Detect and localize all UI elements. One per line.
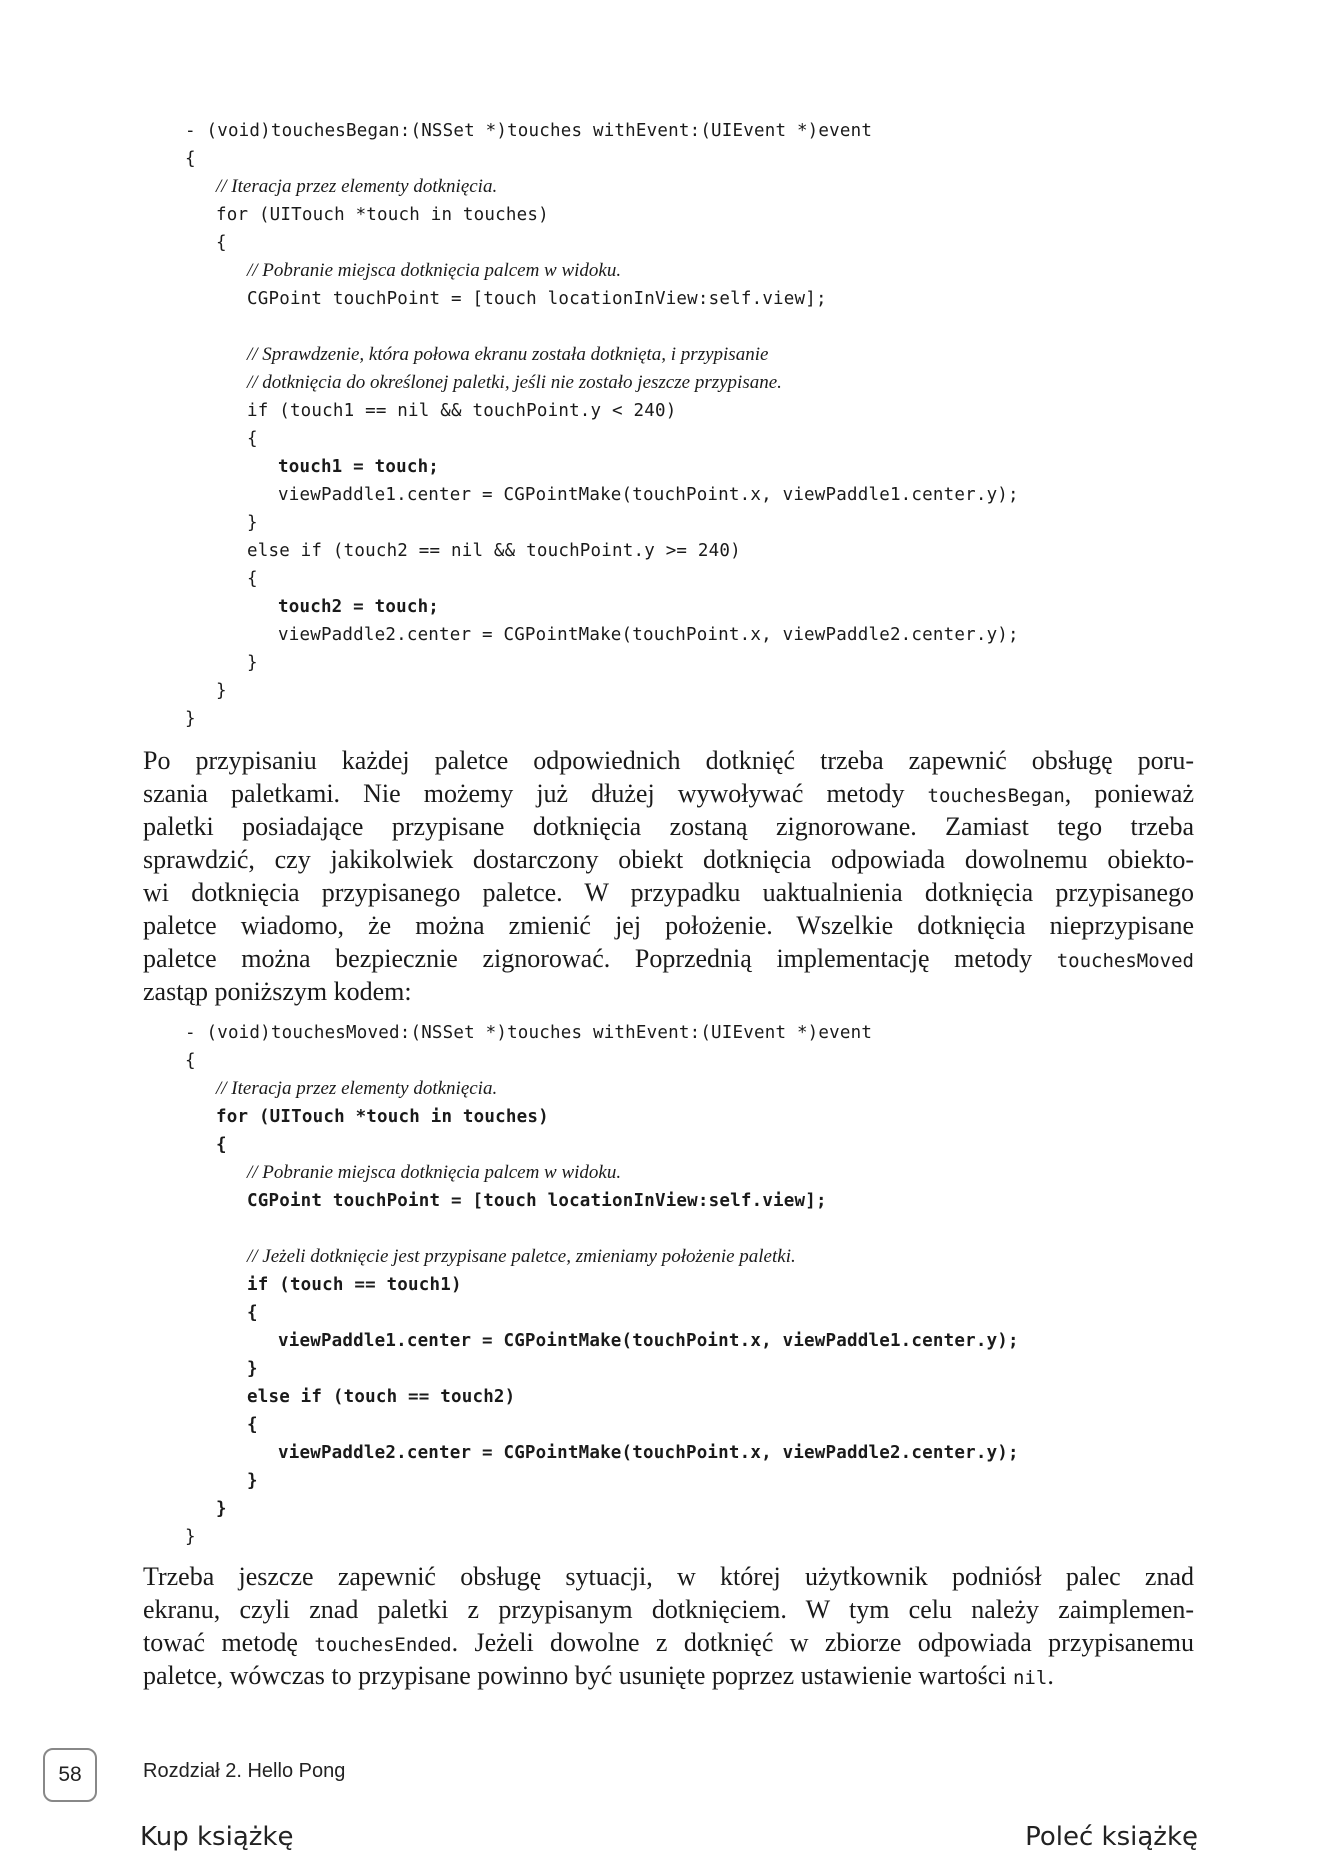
code-comment-line: // dotknięcia do określonej paletki, jeśli nie zostało jeszcze przypisane. (247, 372, 782, 393)
paragraph-line: wi dotknięcia przypisanego paletce. W przypadku uaktualnienia dotknięcia przypisanego (143, 878, 1194, 907)
code-line: viewPaddle2.center = CGPointMake(touchPoint.x, viewPaddle2.center.y); (278, 625, 1019, 645)
paragraph-line: paletce można bezpiecznie zignorować. Poprzednią implementację metody touchesMoved (143, 944, 1194, 973)
inline-code: nil (1012, 1667, 1048, 1689)
code-line (185, 1215, 1019, 1243)
paragraph-line: Po przypisaniu każdej paletce odpowiednich dotknięć trzeba zapewnić obsługę poru- (143, 746, 1194, 775)
chapter-title: Rozdział 2. Hello Pong (143, 1760, 346, 1782)
paragraph-line: Trzeba jeszcze zapewnić obsługę sytuacji, w której użytkownik podniósł palec znad (143, 1562, 1194, 1591)
paragraph-line: paletce wiadomo, że można zmienić jej położenie. Wszelkie dotknięcia nieprzypisane (143, 911, 1194, 940)
paragraph-touches-moved-intro (143, 744, 1194, 1008)
code-line: { (216, 233, 227, 253)
paragraph-line: tować metodę touchesEnded. Jeżeli dowolne z dotknięć w zbiorze odpowiada przypisanemu (143, 1628, 1195, 1657)
code-line: { (185, 149, 196, 169)
code-line: touch1 = touch; (278, 457, 440, 477)
code-line: CGPoint touchPoint = [touch locationInView:self.view]; (247, 289, 827, 309)
code-line: for (UITouch *touch in touches) (216, 1107, 549, 1127)
code-line: } (247, 1359, 258, 1379)
code-line: for (UITouch *touch in touches) (216, 205, 549, 225)
code-line: if (touch == touch1) (247, 1275, 462, 1295)
buy-book-link[interactable]: Kup książkę (140, 1822, 294, 1852)
code-line: touch2 = touch; (278, 597, 440, 617)
code-line: { (247, 569, 258, 589)
inline-code: touchesBegan (927, 785, 1065, 807)
paragraph-line: ekranu, czyli znad paletki z przypisanym dotknięciem. W tym celu należy zaimplemen- (143, 1595, 1194, 1624)
code-comment-line: // Pobranie miejsca dotknięcia palcem w widoku. (247, 1162, 622, 1183)
code-line: { (247, 1415, 258, 1435)
code-comment-line: // Iteracja przez elementy dotknięcia. (216, 1078, 498, 1099)
page-number: 58 (43, 1748, 97, 1802)
inline-code: touchesEnded (314, 1634, 452, 1656)
code-line: - (void)touchesMoved:(NSSet *)touches withEvent:(UIEvent *)event (185, 1023, 873, 1043)
code-line: viewPaddle1.center = CGPointMake(touchPoint.x, viewPaddle1.center.y); (278, 1331, 1019, 1351)
code-line: } (216, 1499, 227, 1519)
code-line: viewPaddle1.center = CGPointMake(touchPoint.x, viewPaddle1.center.y); (278, 485, 1019, 505)
code-line (185, 313, 1019, 341)
code-line: { (247, 1303, 258, 1323)
code-line: else if (touch == touch2) (247, 1387, 516, 1407)
paragraph-line: paletki posiadające przypisane dotknięcia zostaną zignorowane. Zamiast tego trzeba (143, 812, 1194, 841)
paragraph-line: zastąp poniższym kodem: (143, 977, 412, 1006)
recommend-book-link[interactable]: Poleć książkę (1025, 1822, 1198, 1852)
code-comment-line: // Pobranie miejsca dotknięcia palcem w widoku. (247, 260, 622, 281)
code-line: - (void)touchesBegan:(NSSet *)touches withEvent:(UIEvent *)event (185, 121, 873, 141)
code-line: else if (touch2 == nil && touchPoint.y >= 240) (247, 541, 741, 561)
code-comment-line: // Sprawdzenie, która połowa ekranu została dotknięta, i przypisanie (247, 344, 769, 365)
code-comment-line: // Iteracja przez elementy dotknięcia. (216, 176, 498, 197)
inline-code: touchesMoved (1056, 950, 1194, 972)
code-block-touches-began (185, 117, 1019, 733)
code-line: CGPoint touchPoint = [touch locationInView:self.view]; (247, 1191, 827, 1211)
code-line: viewPaddle2.center = CGPointMake(touchPoint.x, viewPaddle2.center.y); (278, 1443, 1019, 1463)
code-comment-line: // Jeżeli dotknięcie jest przypisane paletce, zmieniamy położenie paletki. (247, 1246, 796, 1267)
code-line: } (247, 513, 258, 533)
paragraph-touches-ended-intro (143, 1560, 1194, 1692)
code-line: } (247, 1471, 258, 1491)
paragraph-line: paletce, wówczas to przypisane powinno być usunięte poprzez ustawienie wartości nil. (143, 1661, 1054, 1690)
code-line: if (touch1 == nil && touchPoint.y < 240) (247, 401, 677, 421)
paragraph-line: sprawdzić, czy jakikolwiek dostarczony obiekt dotknięcia odpowiada dowolnemu obiekto- (143, 845, 1194, 874)
code-line: } (185, 709, 196, 729)
code-line: { (216, 1135, 227, 1155)
code-line: { (185, 1051, 196, 1071)
code-block-touches-moved (185, 1019, 1019, 1551)
code-line: } (185, 1527, 196, 1547)
code-line: { (247, 429, 258, 449)
paragraph-line: szania paletkami. Nie możemy już dłużej wywoływać metody touchesBegan, ponieważ (143, 779, 1194, 808)
code-line: } (247, 653, 258, 673)
code-line: } (216, 681, 227, 701)
